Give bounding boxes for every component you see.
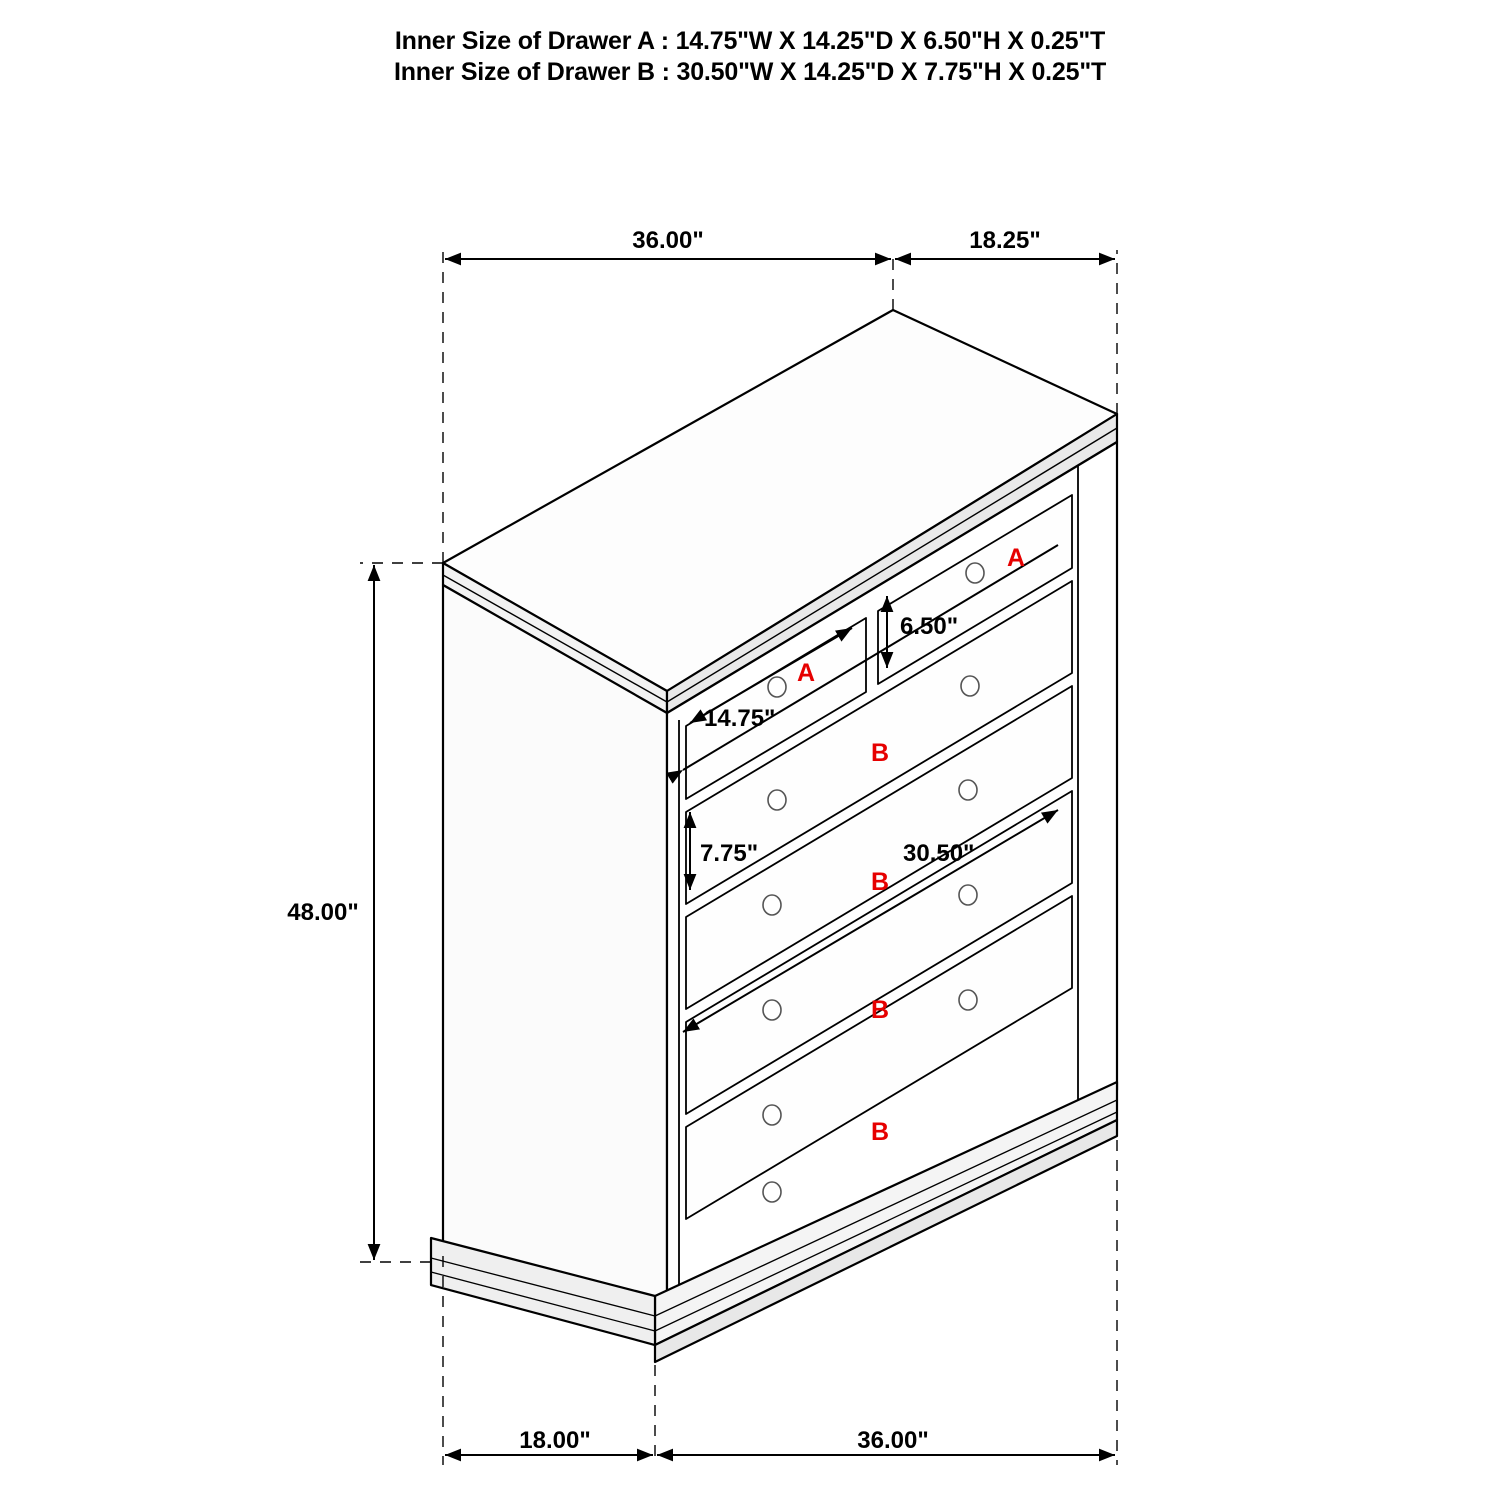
label-drawer-b-height: 7.75" — [700, 840, 759, 867]
knob-b2-left — [763, 895, 781, 915]
label-drawer-a-height: 6.50" — [900, 613, 959, 640]
knob-b3-right — [959, 885, 977, 905]
letter-a-top-right: A — [1006, 544, 1026, 572]
label-drawer-b-width: 30.50" — [903, 840, 975, 867]
knob-b4-left — [763, 1105, 781, 1125]
letter-b-row2: B — [870, 739, 890, 767]
cabinet-left-side — [443, 585, 667, 1305]
knob-b1-right — [961, 676, 979, 696]
knob-b3-left — [763, 1000, 781, 1020]
letter-b-row3: B — [870, 868, 890, 896]
knob-b4-right — [959, 990, 977, 1010]
label-base-width: 36.00" — [857, 1427, 929, 1454]
label-top-depth: 18.25" — [969, 227, 1041, 254]
drawer-a-inner-size: Inner Size of Drawer A : 14.75"W X 14.25"D X 6.50"H X 0.25"T — [394, 27, 1106, 55]
letter-a-top-left: A — [796, 659, 816, 687]
label-top-width: 36.00" — [632, 227, 704, 254]
knob-a-left — [768, 677, 786, 697]
label-drawer-a-width: 14.75" — [704, 705, 776, 732]
letter-b-row5: B — [870, 1118, 890, 1146]
knob-b2-right — [959, 780, 977, 800]
drawer-b-inner-size: Inner Size of Drawer B : 30.50"W X 14.25"D X 7.75"H X 0.25"T — [393, 58, 1107, 86]
label-overall-height: 48.00" — [287, 899, 359, 926]
knob-a-right — [966, 563, 984, 583]
letter-b-row4: B — [870, 996, 890, 1024]
label-base-depth: 18.00" — [519, 1427, 591, 1454]
knob-b5-left — [763, 1182, 781, 1202]
knob-b1-left — [768, 790, 786, 810]
